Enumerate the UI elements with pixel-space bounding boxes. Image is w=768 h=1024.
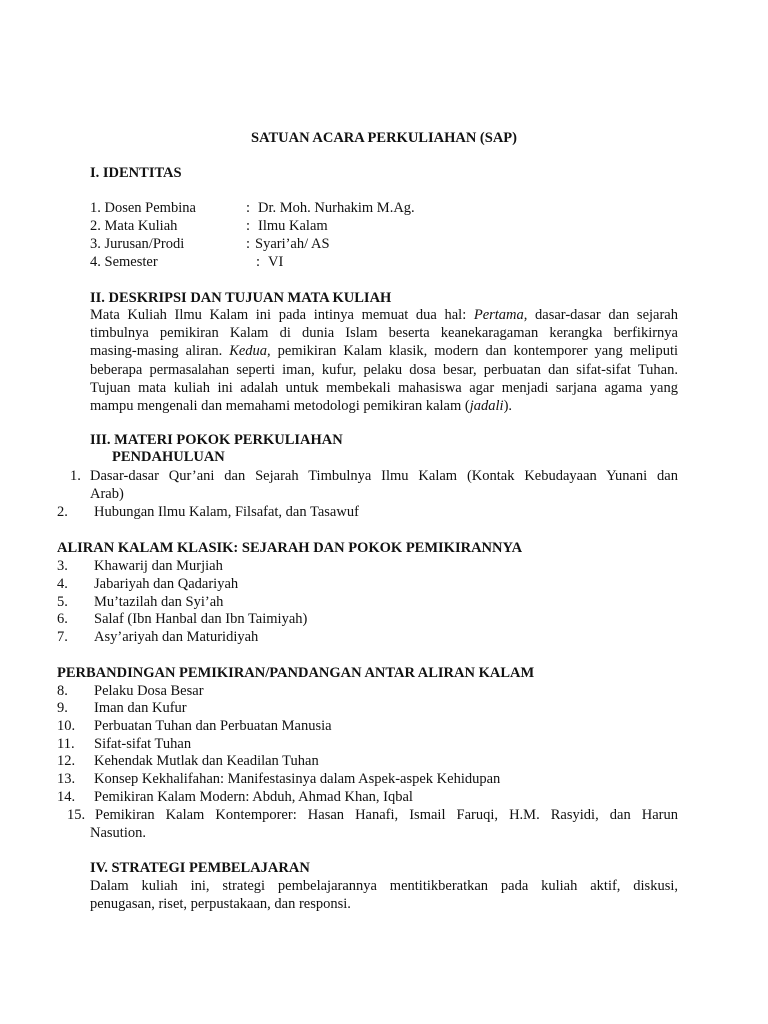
identitas-sep-matakuliah: : [246,218,251,234]
list-item-number: 6. [57,611,68,627]
list-item-text: Khawarij dan Murjiah [94,558,223,574]
list-item-text: Iman dan Kufur [94,700,187,716]
document-title: SATUAN ACARA PERKULIAHAN (SAP) [251,130,517,146]
list-item-number: 12. [57,753,76,769]
deskripsi-line: beberapa permasalahan seperti iman, kufur, pelaku dosa besar, perbuatan dan sifat-sifat Tuhan. [90,361,678,378]
emphasis-jadali: jadali [469,397,504,414]
list-item-text: Pemikiran Kalam Kontemporer: Hasan Hanafi, Ismail Faruqi, H.M. Rasyidi, dan Harun [95,807,678,823]
section-perbandingan-heading: PERBANDINGAN PEMIKIRAN/PANDANGAN ANTAR ALIRAN KALAM [57,665,535,681]
list-item-number: 10. [57,718,76,734]
section-aliran-heading: ALIRAN KALAM KLASIK: SEJARAH DAN POKOK PEMIKIRANNYA [57,540,523,556]
list-item-text: Pelaku Dosa Besar [94,683,204,699]
deskripsi-line: masing-masing aliran. Kedua, pemikiran Kalam klasik, modern dan kontemporer yang meliputi [90,343,678,360]
list-item-number: 9. [57,700,68,716]
identitas-value-jurusan: Syari’ah/ AS [255,236,330,252]
deskripsi-line: Mata Kuliah Ilmu Kalam ini pada intinya memuat dua hal: Pertama, dasar-dasar dan sejarah [90,307,678,323]
deskripsi-line: timbulnya pemikiran Kalam di dunia Islam beserta keanekaragaman kerangka berfikirnya [90,325,678,342]
list-item-number: 11. [57,736,75,752]
list-item-number: 13. [57,771,76,787]
strategi-paragraph-line: Dalam kuliah ini, strategi pembelajarannya mentitikberatkan pada kuliah aktif, diskusi, [90,878,678,894]
identitas-label-matakuliah: 2. Mata Kuliah [90,218,178,234]
materi-subheading-pendahuluan: PENDAHULUAN [112,449,225,465]
list-item-text: Salaf (Ibn Hanbal dan Ibn Taimiyah) [94,611,308,627]
list-item-number: 5. [57,594,68,610]
identitas-label-semester: 4. Semester [90,254,158,270]
list-item-text: Asy’ariyah dan Maturidiyah [94,629,259,645]
list-item-number: 15. [67,807,86,823]
identitas-label-jurusan: 3. Jurusan/Prodi [90,236,185,252]
identitas-label-dosen: 1. Dosen Pembina [90,200,196,216]
identitas-sep-dosen: : [246,200,251,216]
identitas-value-semester: VI [268,254,284,270]
identitas-sep-jurusan: : [246,236,251,252]
identitas-sep-semester: : [256,254,261,270]
list-item-text: Mu’tazilah dan Syi’ah [94,594,224,610]
section-strategi-heading: IV. STRATEGI PEMBELAJARAN [90,860,310,876]
list-item-number: 1. [70,468,81,484]
list-item-number: 7. [57,629,68,645]
identitas-value-dosen: Dr. Moh. Nurhakim M.Ag. [258,200,415,216]
list-item-number: 4. [57,576,68,592]
emphasis-pertama: Pertama [473,307,524,323]
list-item-text: Sifat-sifat Tuhan [94,736,192,752]
list-item-text-continued: Nasution. [90,825,146,841]
section-materi-heading: III. MATERI POKOK PERKULIAHAN [90,432,343,448]
strategi-paragraph-line: penugasan, riset, perpustakaan, dan responsi. [90,896,351,912]
deskripsi-line: Tujuan mata kuliah ini adalah untuk membekali mahasiswa agar menjadi sarjana agama yang [90,379,678,396]
list-item-text: Hubungan Ilmu Kalam, Filsafat, dan Tasawuf [94,504,359,520]
emphasis-kedua: Kedua [229,343,268,360]
list-item-text: Konsep Kekhalifahan: Manifestasinya dalam Aspek-aspek Kehidupan [94,771,501,787]
identitas-value-matakuliah: Ilmu Kalam [258,218,328,234]
list-item-text: Perbuatan Tuhan dan Perbuatan Manusia [94,718,332,734]
list-item-number: 2. [57,504,68,520]
deskripsi-paragraph [90,306,678,415]
list-item-text: Kehendak Mutlak dan Keadilan Tuhan [94,753,319,769]
list-item-text-continued: Arab) [90,486,124,502]
list-item-text: Jabariyah dan Qadariyah [94,576,239,592]
list-item-number: 3. [57,558,68,574]
list-item-number: 8. [57,683,68,699]
list-item-number: 14. [57,789,76,805]
section-deskripsi-heading: II. DESKRIPSI DAN TUJUAN MATA KULIAH [90,290,392,306]
list-item-text: Pemikiran Kalam Modern: Abduh, Ahmad Khan, Iqbal [94,789,413,805]
list-item-text: Dasar-dasar Qur’ani dan Sejarah Timbulnya Ilmu Kalam (Kontak Kebudayaan Yunani dan [90,468,678,484]
deskripsi-line: mampu mengenali dan memahami metodologi pemikiran kalam (jadali). [90,397,513,414]
section-identitas-heading: I. IDENTITAS [90,165,182,181]
